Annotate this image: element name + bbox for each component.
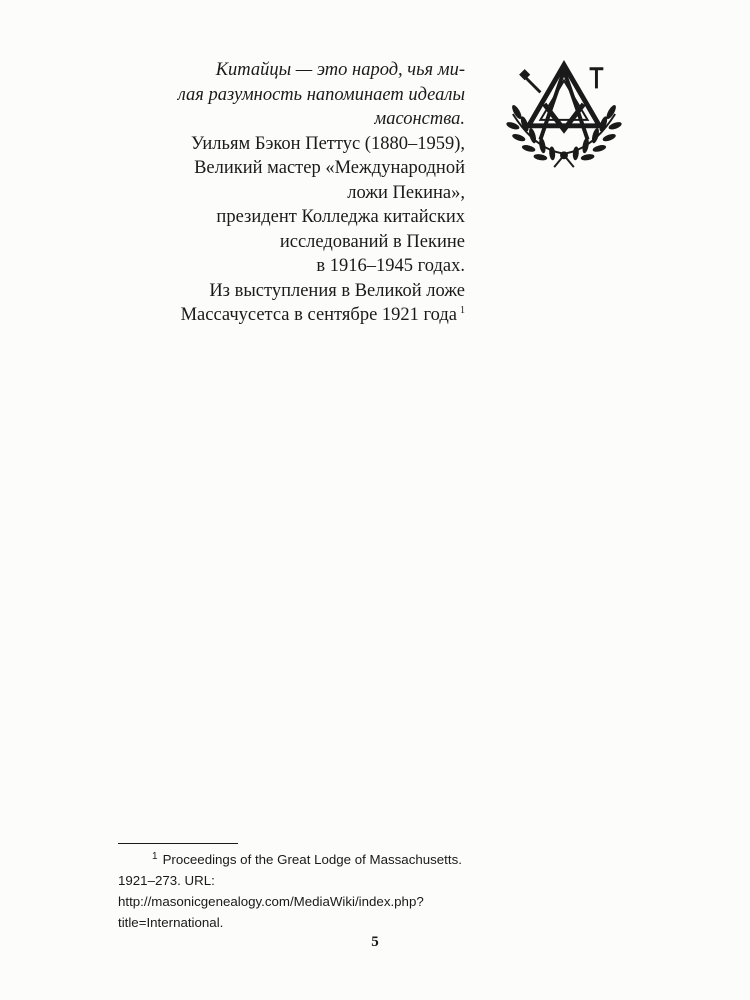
footnote (118, 849, 484, 933)
page-number: 5 (371, 934, 379, 950)
epigraph (110, 58, 465, 328)
attribution-line (110, 303, 465, 328)
epigraph-attribution (110, 132, 465, 328)
footnote-text: Proceedings of the Great Lodge of Massachusetts. 1921–273. URL: http://masonicgenealogy.com/MediaWiki/index.php?title=International. (118, 852, 462, 930)
attribution-line: ложи Пекина», (347, 182, 465, 203)
quote-line: масонства. (374, 109, 465, 129)
quote-line: лая разумность напоминает идеалы (177, 84, 465, 105)
footnote-mark: 1 (152, 850, 158, 862)
attribution-line: Великий мастер «Международной (194, 158, 465, 178)
attribution-line: исследований в Пекине (279, 231, 465, 252)
quote-line: Китайцы — это народ, чья ми- (215, 60, 465, 80)
footnote-reference: 1 (460, 304, 465, 316)
attribution-line-text: Массачусетса в сентябре 1921 года (180, 305, 457, 325)
attribution-line: в 1916–1945 годах. (316, 256, 465, 276)
masonic-square-compass-emblem-icon (505, 55, 623, 173)
attribution-line: Уильям Бэкон Петтус (1880–1959), (190, 133, 465, 154)
footnote-divider (118, 843, 238, 844)
epigraph-quote (110, 58, 465, 132)
attribution-line: Из выступления в Великой ложе (209, 280, 465, 301)
attribution-line: президент Колледжа китайских (216, 207, 465, 227)
